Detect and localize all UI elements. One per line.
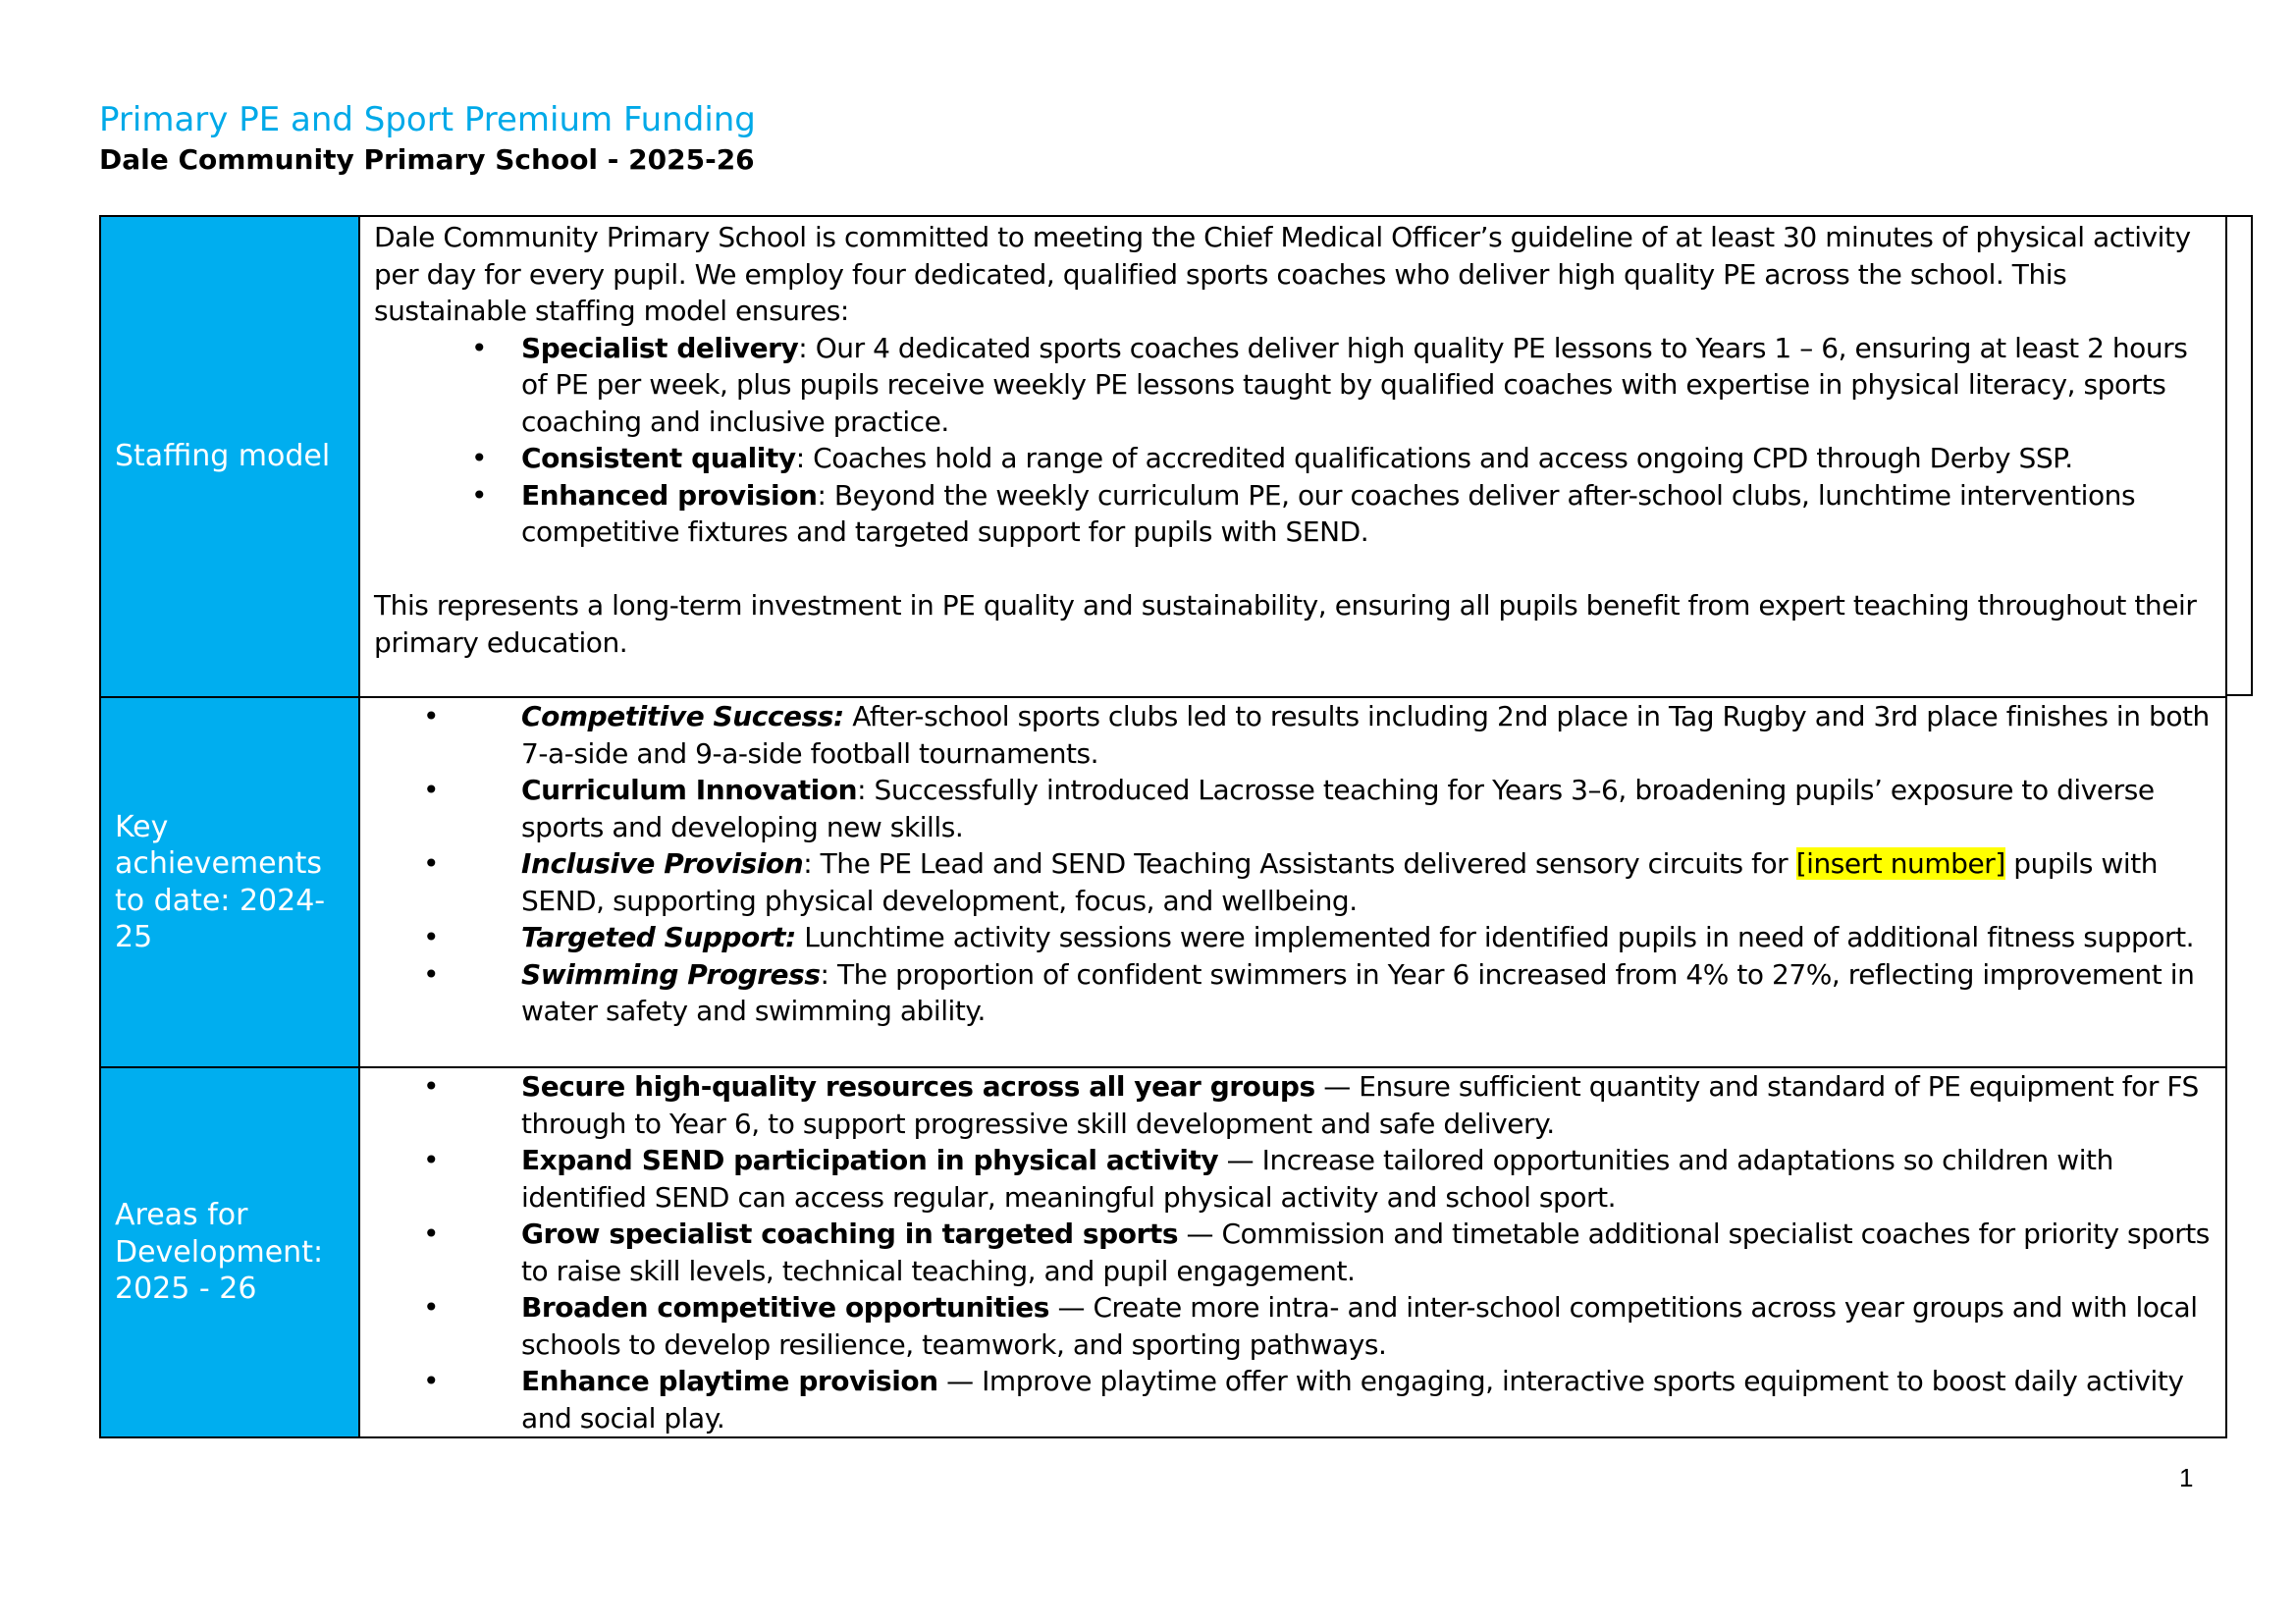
paragraph-spacer [374, 551, 2212, 588]
item-lead: Broaden competitive opportunities [521, 1291, 1049, 1324]
list-item [374, 477, 2212, 551]
item-lead: Grow specialist coaching in targeted sports [521, 1218, 1179, 1250]
document-title: Primary PE and Sport Premium Funding [99, 100, 756, 139]
list-item [374, 330, 2212, 441]
item-lead: Expand SEND participation in physical activity [521, 1144, 1219, 1176]
bullet-icon: • [423, 700, 440, 732]
table-row-areas-for-development [99, 1068, 2227, 1438]
placeholder-highlight: [insert number] [1795, 847, 2005, 880]
list-item [374, 956, 2212, 1030]
item-lead: Curriculum Innovation [521, 774, 858, 806]
bullet-icon: • [423, 921, 440, 953]
staffing-list [374, 330, 2212, 551]
list-item [374, 1363, 2212, 1436]
row-content [360, 217, 2225, 696]
item-text: : The proportion of confident swimmers in Year 6 increased from 4% to 27%, reflecting improvement in water safety and swimming ability. [521, 957, 2195, 1027]
staffing-outro: This represents a long-term investment in PE quality and sustainability, ensuring all pupils benefit from expert teaching throughout their primary education. [374, 589, 2197, 659]
item-text: : Coaches hold a range of accredited qualifications and access ongoing CPD through Derby SSP. [795, 442, 2073, 474]
item-text: : Successfully introduced Lacrosse teaching for Years 3–6, broadening pupils’ exposure to diverse sports and developing new skills. [521, 774, 2155, 843]
list-item [374, 845, 2212, 919]
bullet-icon: • [423, 847, 440, 880]
item-text: : Our 4 dedicated sports coaches deliver high quality PE lessons to Years 1 – 6, ensuring at least 2 hours of PE per week, plus pupils receive weekly PE lessons taught by qualified coaches with expertise in physical literacy, sports coaching and inclusive practice. [521, 331, 2188, 438]
list-item [374, 1216, 2212, 1289]
list-item [374, 1289, 2212, 1363]
bullet-icon: • [423, 957, 440, 991]
staffing-intro: Dale Community Primary School is committed to meeting the Chief Medical Officer’s guideline of at least 30 minutes of physical activity per day for every pupil. We employ four dedicated, qualified sports coaches who deliver high quality PE across the school. This sustainable staffing model ensures: [374, 221, 2191, 327]
item-lead: Targeted Support: [521, 921, 796, 953]
bullet-icon: • [423, 1144, 440, 1176]
item-text: : Beyond the weekly curriculum PE, our coaches deliver after-school clubs, lunchtime interventions competitive fixtures and targeted support for pupils with SEND. [521, 478, 2136, 548]
item-lead: Inclusive Provision [521, 847, 804, 880]
development-list [374, 1068, 2212, 1436]
table-row-staffing-model [99, 215, 2227, 698]
row-label: Staffing model [101, 217, 360, 696]
item-text: — Commission and timetable additional specialist coaches for priority sports to raise skill levels, technical teaching, and pupil engagement. [521, 1218, 2210, 1287]
item-lead: Specialist delivery [521, 331, 799, 364]
bullet-icon: • [423, 1218, 440, 1250]
bullet-icon: • [471, 331, 488, 364]
bullet-icon: • [423, 1365, 440, 1397]
table-edge-border [2225, 215, 2253, 696]
page-number: 1 [2179, 1463, 2194, 1492]
document-subtitle: Dale Community Primary School - 2025-26 [99, 143, 755, 176]
list-item [374, 440, 2212, 477]
item-text: — Increase tailored opportunities and adaptations so children with identified SEND can access regular, meaningful physical activity and school sport. [521, 1144, 2113, 1214]
item-lead: Secure high-quality resources across all year groups [521, 1070, 1315, 1103]
row-content [360, 698, 2225, 1066]
list-item [374, 698, 2212, 772]
bullet-icon: • [471, 442, 488, 474]
bullet-icon: • [423, 774, 440, 806]
item-text: After-school sports clubs led to results including 2nd place in Tag Rugby and 3rd place finishes in both 7-a-side and 9-a-side football tournaments. [521, 700, 2210, 770]
row-label: Key achievements to date: 2024-25 [101, 698, 360, 1066]
item-lead: Consistent quality [521, 442, 796, 474]
achievements-list [374, 698, 2212, 1030]
item-text: — Create more intra- and inter-school competitions across year groups and with local schools to develop resilience, teamwork, and sporting pathways. [521, 1291, 2198, 1361]
bullet-icon: • [423, 1291, 440, 1324]
bullet-icon: • [423, 1070, 440, 1103]
list-item [374, 772, 2212, 845]
item-text: — Ensure sufficient quantity and standard of PE equipment for FS through to Year 6, to support progressive skill development and safe delivery. [521, 1070, 2199, 1140]
item-text: — Improve playtime offer with engaging, interactive sports equipment to boost daily activity and social play. [521, 1365, 2184, 1435]
row-label: Areas for Development: 2025 - 26 [101, 1068, 360, 1436]
item-lead: Enhance playtime provision [521, 1365, 938, 1397]
list-item [374, 1142, 2212, 1216]
item-text: Lunchtime activity sessions were implemented for identified pupils in need of additional fitness support. [795, 921, 2195, 953]
list-item [374, 919, 2212, 956]
list-item [374, 1068, 2212, 1142]
bullet-icon: • [471, 478, 488, 512]
item-text: pupils with SEND, supporting physical development, focus, and wellbeing. [521, 847, 2159, 917]
table-row-key-achievements [99, 698, 2227, 1068]
item-text: : The PE Lead and SEND Teaching Assistants delivered sensory circuits for [803, 847, 1796, 880]
item-lead: Enhanced provision [521, 478, 818, 512]
item-lead: Swimming Progress [521, 957, 821, 991]
row-content [360, 1068, 2225, 1436]
item-lead: Competitive Success: [521, 700, 844, 732]
funding-table [99, 215, 2227, 1438]
